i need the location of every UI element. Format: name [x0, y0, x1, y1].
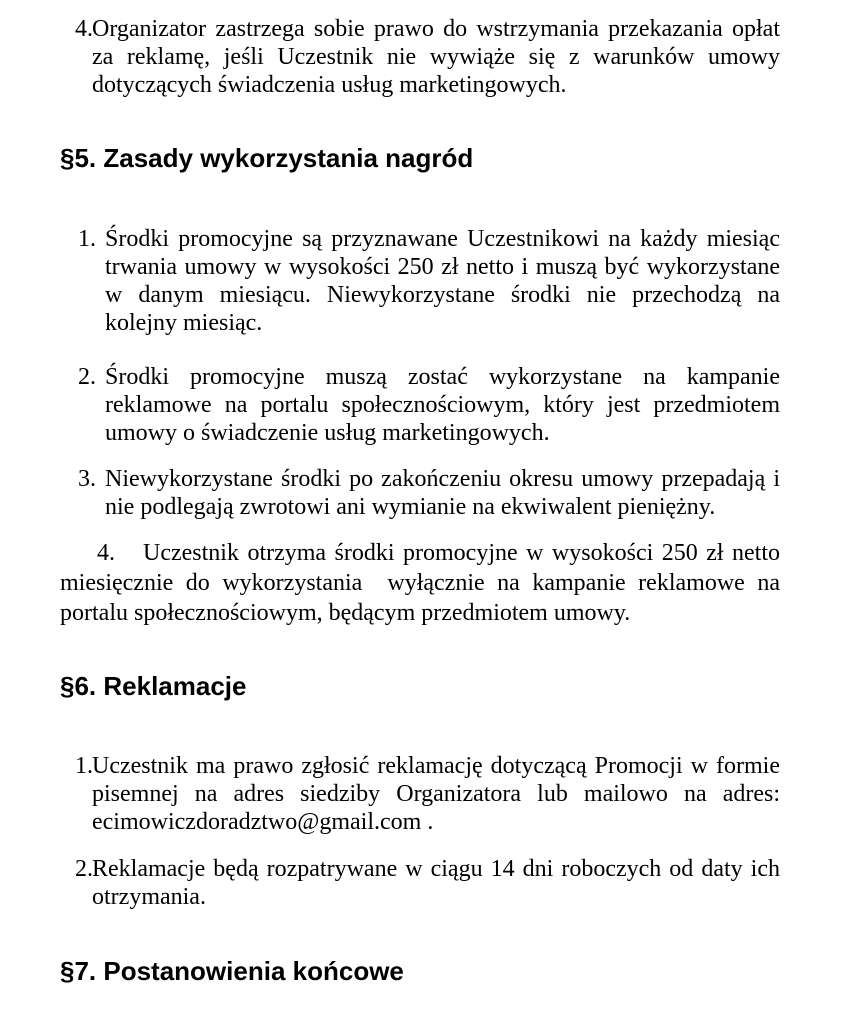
list-item-text: Uczestnik ma prawo zgłosić reklamację dotyczącą Promocji w formie pisemnej na adres siedziby Organizatora lub mailowo na adres: ecimowiczdoradztwo@gmail.com . — [92, 753, 780, 835]
list-number: 1. — [78, 226, 96, 252]
list-number: 1. — [75, 753, 93, 779]
list-item-s5-1 — [60, 225, 780, 337]
paragraph-number: 4. — [97, 540, 115, 566]
list-item-s6-2 — [60, 855, 780, 911]
paragraph-text: Uczestnik otrzyma środki promocyjne w wysokości 250 zł netto miesięcznie do wykorzystania wyłącznie na kampanie reklamowe na portalu społecznościowym, będącym przedmiotem umowy. — [60, 540, 780, 626]
list-item-s5-2 — [60, 363, 780, 447]
list-number: 2. — [78, 364, 96, 390]
list-number: 3. — [78, 466, 96, 492]
section5-list — [60, 225, 780, 521]
list-item-text: Niewykorzystane środki po zakończeniu okresu umowy przepadają i nie podlegają zwrotowi ani wymianie na ekwiwalent pieniężny. — [105, 466, 780, 520]
list-item-prev-4 — [60, 15, 780, 99]
section5-heading: §5. Zasady wykorzystania nagród — [60, 143, 474, 173]
section6-list — [60, 752, 780, 911]
paragraph-s5-4 — [60, 538, 780, 628]
list-item-text: Środki promocyjne są przyznawane Uczestnikowi na każdy miesiąc trwania umowy w wysokości 250 zł netto i muszą być wykorzystane w danym miesiącu. Niewykorzystane środki nie przechodzą na kolejny miesiąc. — [105, 226, 780, 336]
list-item-text: Reklamacje będą rozpatrywane w ciągu 14 dni roboczych od daty ich otrzymania. — [92, 856, 780, 910]
section6-heading: §6. Reklamacje — [60, 671, 247, 701]
list-number: 4. — [75, 16, 93, 42]
list-number: 2. — [75, 856, 93, 882]
list-item-text: Organizator zastrzega sobie prawo do wstrzymania przekazania opłat za reklamę, jeśli Uczestnik nie wywiąże się z warunków umowy dotyczących świadczenia usług marketingowych. — [92, 16, 780, 98]
section7-heading: §7. Postanowienia końcowe — [60, 956, 404, 986]
list-item-s6-1 — [60, 752, 780, 836]
list-item-s5-3 — [60, 465, 780, 521]
list-item-text: Środki promocyjne muszą zostać wykorzystane na kampanie reklamowe na portalu społecznościowym, który jest przedmiotem umowy o świadczenie usług marketingowych. — [105, 364, 780, 446]
